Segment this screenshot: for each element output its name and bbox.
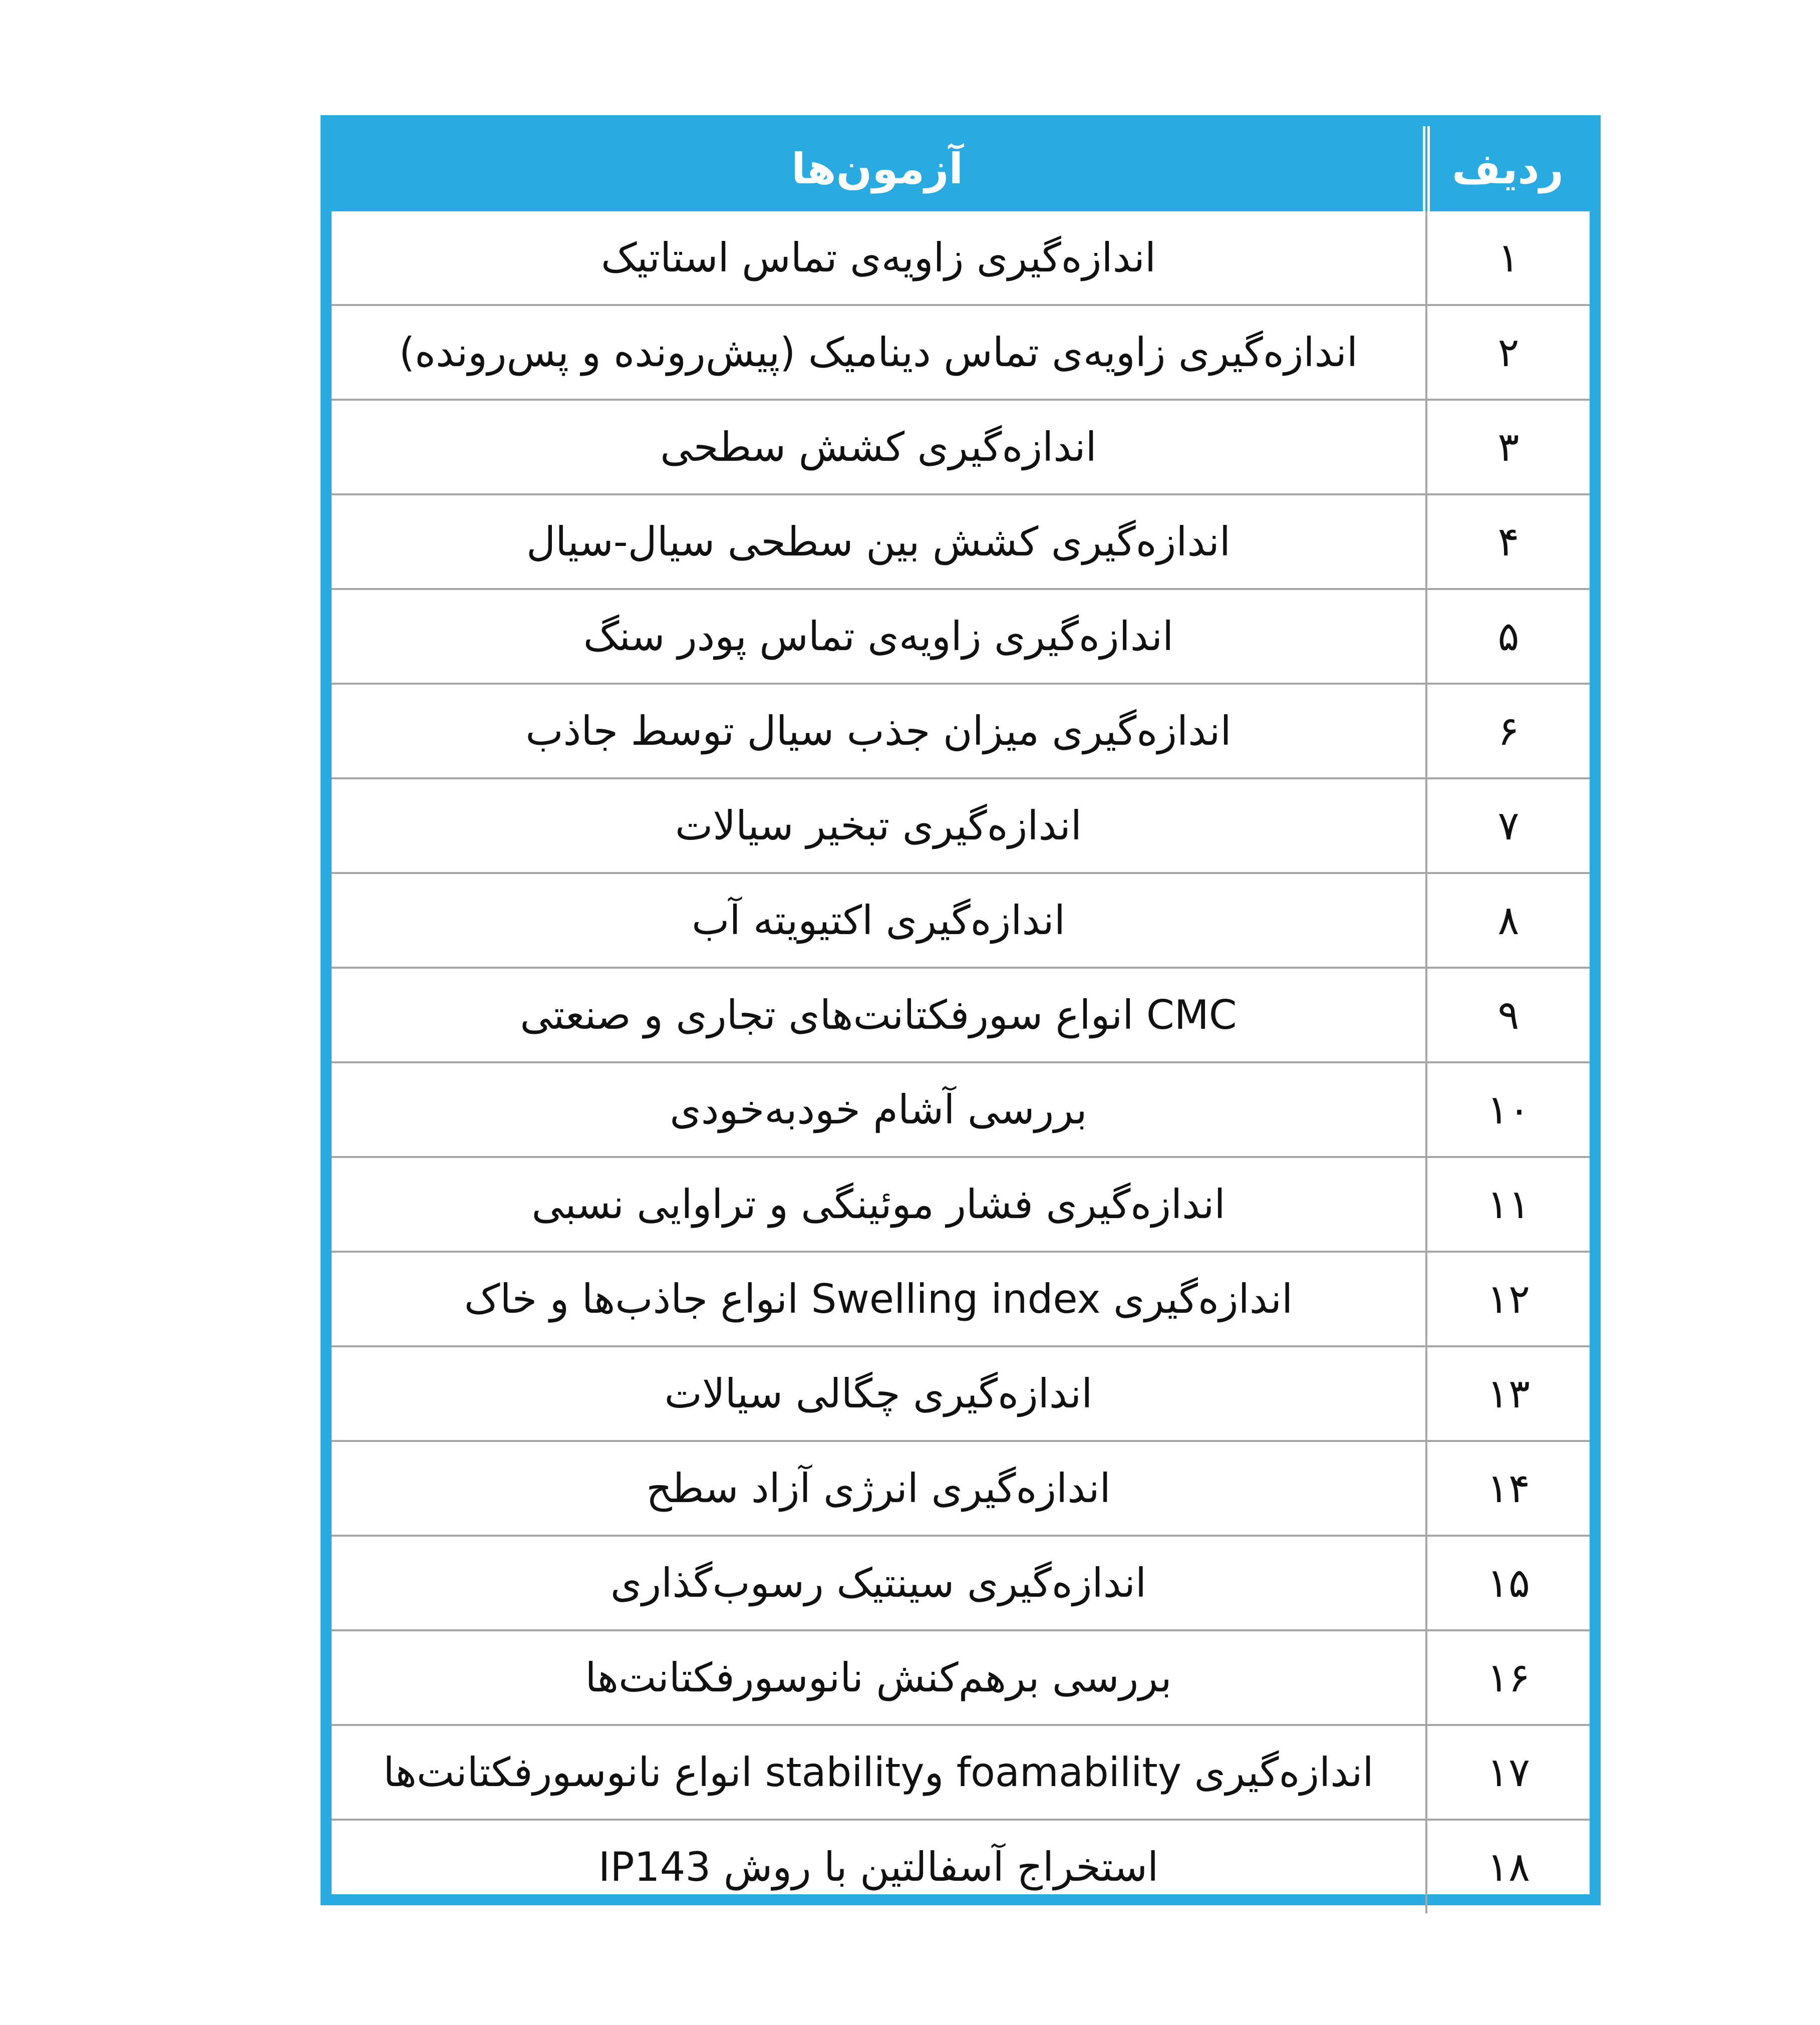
row-test: اندازه‌گیری میزان جذب سیال توسط جاذب (332, 684, 1426, 778)
row-index: ۱۳ (1426, 1346, 1590, 1441)
table-frame (321, 115, 1601, 1905)
table-row (332, 1630, 1590, 1725)
row-test: اندازه‌گیری زاویه‌ی تماس پودر سنگ (332, 589, 1426, 684)
table-row (332, 1441, 1590, 1536)
table-row (332, 494, 1590, 589)
table-row (332, 1252, 1590, 1346)
header-tests: آزمون‌ها (332, 126, 1426, 211)
row-test: اندازه‌گیری انرژی آزاد سطح (332, 1441, 1426, 1536)
row-index: ۲ (1426, 305, 1590, 400)
row-test: اندازه‌گیری foamability وstability انواع نانوسورفکتانت‌ها (332, 1725, 1426, 1820)
row-test: بررسی آشام خودبه‌خودی (332, 1062, 1426, 1157)
table-row (332, 400, 1590, 494)
row-index: ۷ (1426, 778, 1590, 873)
row-index: ۵ (1426, 589, 1590, 684)
row-index: ۱ (1426, 211, 1590, 305)
table-row (332, 1346, 1590, 1441)
row-test: اندازه‌گیری تبخیر سیالات (332, 778, 1426, 873)
row-index: ۱۲ (1426, 1252, 1590, 1346)
row-test: اندازه‌گیری Swelling index انواع جاذب‌ها و خاک (332, 1252, 1426, 1346)
row-index: ۱۷ (1426, 1725, 1590, 1820)
row-index: ۱۸ (1426, 1820, 1590, 1913)
table-header-row (332, 126, 1590, 211)
row-index: ۸ (1426, 873, 1590, 968)
row-test: اندازه‌گیری زاویه‌ی تماس دینامیک (پیش‌رونده و پس‌رونده) (332, 305, 1426, 400)
row-test: اندازه‌گیری فشار موئینگی و تراوایی نسبی (332, 1157, 1426, 1252)
row-index: ۶ (1426, 684, 1590, 778)
row-test: بررسی برهم‌کنش نانوسورفکتانت‌ها (332, 1630, 1426, 1725)
tests-table (332, 126, 1590, 1913)
row-test: اندازه‌گیری زاویه‌ی تماس استاتیک (600, 234, 1156, 281)
row-test: اندازه‌گیری کشش سطحی (332, 400, 1426, 494)
table-row (332, 873, 1590, 968)
table-row (332, 778, 1590, 873)
header-index: ردیف (1426, 126, 1590, 211)
table-row (332, 305, 1590, 400)
table-container (332, 126, 1590, 1894)
row-index: ۱۵ (1426, 1536, 1590, 1630)
table-row (332, 1062, 1590, 1157)
table-row (332, 589, 1590, 684)
table-row (332, 1157, 1590, 1252)
row-index: ۹ (1426, 968, 1590, 1062)
table-row (332, 1820, 1590, 1913)
table-row (332, 211, 1590, 305)
row-index: ۱۶ (1426, 1630, 1590, 1725)
row-index: ۳ (1426, 400, 1590, 494)
table-row (332, 684, 1590, 778)
table-row (332, 968, 1590, 1062)
row-test: CMC انواع سورفکتانت‌های تجاری و صنعتی (332, 968, 1426, 1062)
row-test: اندازه‌گیری کشش بین سطحی سیال-سیال (332, 494, 1426, 589)
row-test: اندازه‌گیری اکتیویته آب (332, 873, 1426, 968)
row-index: ۱۰ (1426, 1062, 1590, 1157)
row-test: اندازه‌گیری سینتیک رسوب‌گذاری (332, 1536, 1426, 1630)
row-index: ۴ (1426, 494, 1590, 589)
row-test: اندازه‌گیری چگالی سیالات (332, 1346, 1426, 1441)
row-index: ۱۱ (1426, 1157, 1590, 1252)
row-index: ۱۴ (1426, 1441, 1590, 1536)
table-row (332, 1536, 1590, 1630)
row-test: استخراج آسفالتین با روش IP143 (332, 1820, 1426, 1913)
table-row (332, 1725, 1590, 1820)
